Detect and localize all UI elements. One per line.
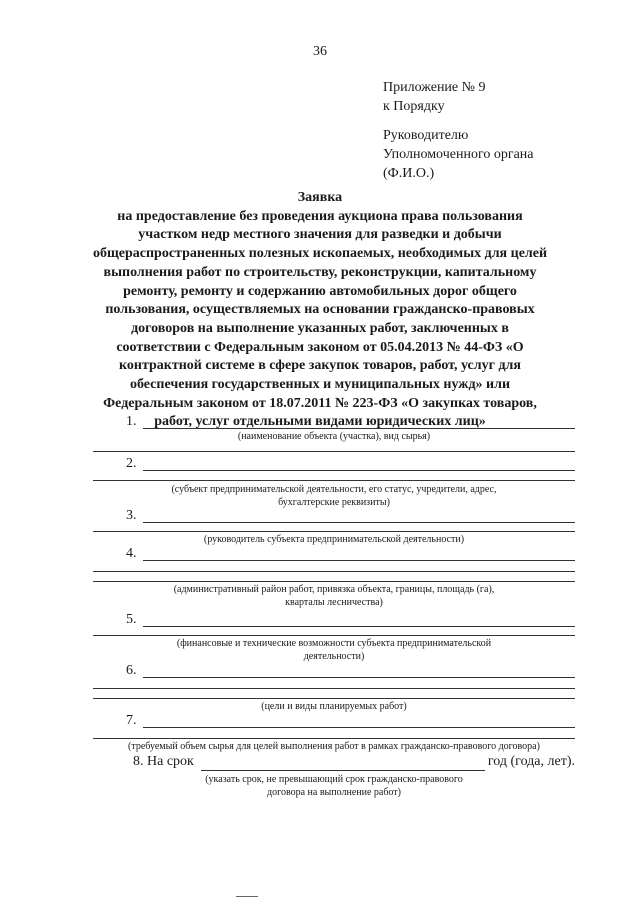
item-hint: (наименование объекта (участка), вид сырья) xyxy=(237,431,431,442)
page-number: 36 xyxy=(313,44,327,59)
term-hint: (указать срок, не превышающий срок гражданско-правового xyxy=(205,774,463,785)
item-hint: кварталы лесничества) xyxy=(285,597,383,608)
addressee-line: Уполномоченного органа xyxy=(383,147,534,162)
form-item-1 xyxy=(93,414,575,444)
blank-line[interactable] xyxy=(93,451,575,452)
addressee-block xyxy=(383,126,534,183)
term-suffix: год (года, лет). xyxy=(487,754,575,769)
item-number: 2. xyxy=(126,456,137,471)
item-number: 7. xyxy=(126,713,137,728)
bottom-mark xyxy=(236,896,258,897)
appendix-line: к Порядку xyxy=(383,99,445,114)
item-hint: (финансовые и технические возможности субъекта предпринимательской xyxy=(176,638,492,649)
item-hint: (цели и виды планируемых работ) xyxy=(261,701,407,712)
item-number: 4. xyxy=(126,546,137,561)
term-label: 8. На срок xyxy=(133,754,194,769)
document-title xyxy=(90,189,550,432)
item-number: 6. xyxy=(126,663,137,678)
blank-line[interactable] xyxy=(93,698,575,699)
item-number: 1. xyxy=(126,414,137,429)
item-number: 5. xyxy=(126,612,137,627)
blank-line[interactable] xyxy=(93,571,575,572)
form-item-7 xyxy=(93,713,575,753)
item-6-field[interactable] xyxy=(143,677,575,678)
item-hint: деятельности) xyxy=(303,651,365,662)
appendix-line: Приложение № 9 xyxy=(383,80,486,95)
item-hint: (субъект предпринимательской деятельности, его статус, учредители, адрес, xyxy=(171,484,497,495)
item-2-field[interactable] xyxy=(143,470,575,471)
item-hint: (административный район работ, привязка объекта, границы, площадь (га), xyxy=(173,584,495,595)
term-hint: договора на выполнение работ) xyxy=(267,787,401,798)
item-hint: (требуемый объем сырья для целей выполнения работ в рамках гражданско-правового договора) xyxy=(128,741,540,752)
appendix-block xyxy=(383,78,486,116)
item-number: 3. xyxy=(126,508,137,523)
title-head: Заявка xyxy=(297,190,343,205)
blank-line[interactable] xyxy=(93,581,575,582)
title-body: на предоставление без проведения аукциона права пользования участком недр местного значения для разведки и добычи общераспространенных полезных ископаемых, необходимых для целей выполнения работ по строительству, реконструкции, капитальному ремонту, ремонту и содержанию автомобильных дорог общего пользования, осуществляемых на основании гражданско-правовых договоров на выполнение указанных работ, заключенных в соответствии с Федеральным законом от 05.04.2013 № 44-ФЗ «О контрактной системе в сфере закупок товаров, работ, услуг для обеспечения государственных и муниципальных нужд» или Федеральным законом от 18.07.2011 № 223-ФЗ «О закупках товаров, работ, услуг отдельными видами юридических лиц» xyxy=(92,208,548,430)
form-item-6 xyxy=(93,663,575,711)
term-field[interactable] xyxy=(201,770,485,771)
blank-line[interactable] xyxy=(93,531,575,532)
blank-line[interactable] xyxy=(93,480,575,481)
form-item-8 xyxy=(93,754,575,804)
form-item-3 xyxy=(93,508,575,544)
form-item-2 xyxy=(93,456,575,508)
item-4-field[interactable] xyxy=(143,560,575,561)
item-hint: бухгалтерские реквизиты) xyxy=(278,497,390,508)
blank-line[interactable] xyxy=(93,635,575,636)
item-hint: (руководитель субъекта предпринимательской деятельности) xyxy=(203,534,465,545)
addressee-line: Руководителю xyxy=(383,128,469,143)
blank-line[interactable] xyxy=(93,738,575,739)
item-5-field[interactable] xyxy=(143,626,575,627)
form-item-4 xyxy=(93,546,575,612)
item-7-field[interactable] xyxy=(143,727,575,728)
item-3-field[interactable] xyxy=(143,522,575,523)
form-item-5 xyxy=(93,612,575,660)
blank-line[interactable] xyxy=(93,688,575,689)
item-1-field[interactable] xyxy=(143,428,575,429)
addressee-line: (Ф.И.О.) xyxy=(383,166,435,181)
